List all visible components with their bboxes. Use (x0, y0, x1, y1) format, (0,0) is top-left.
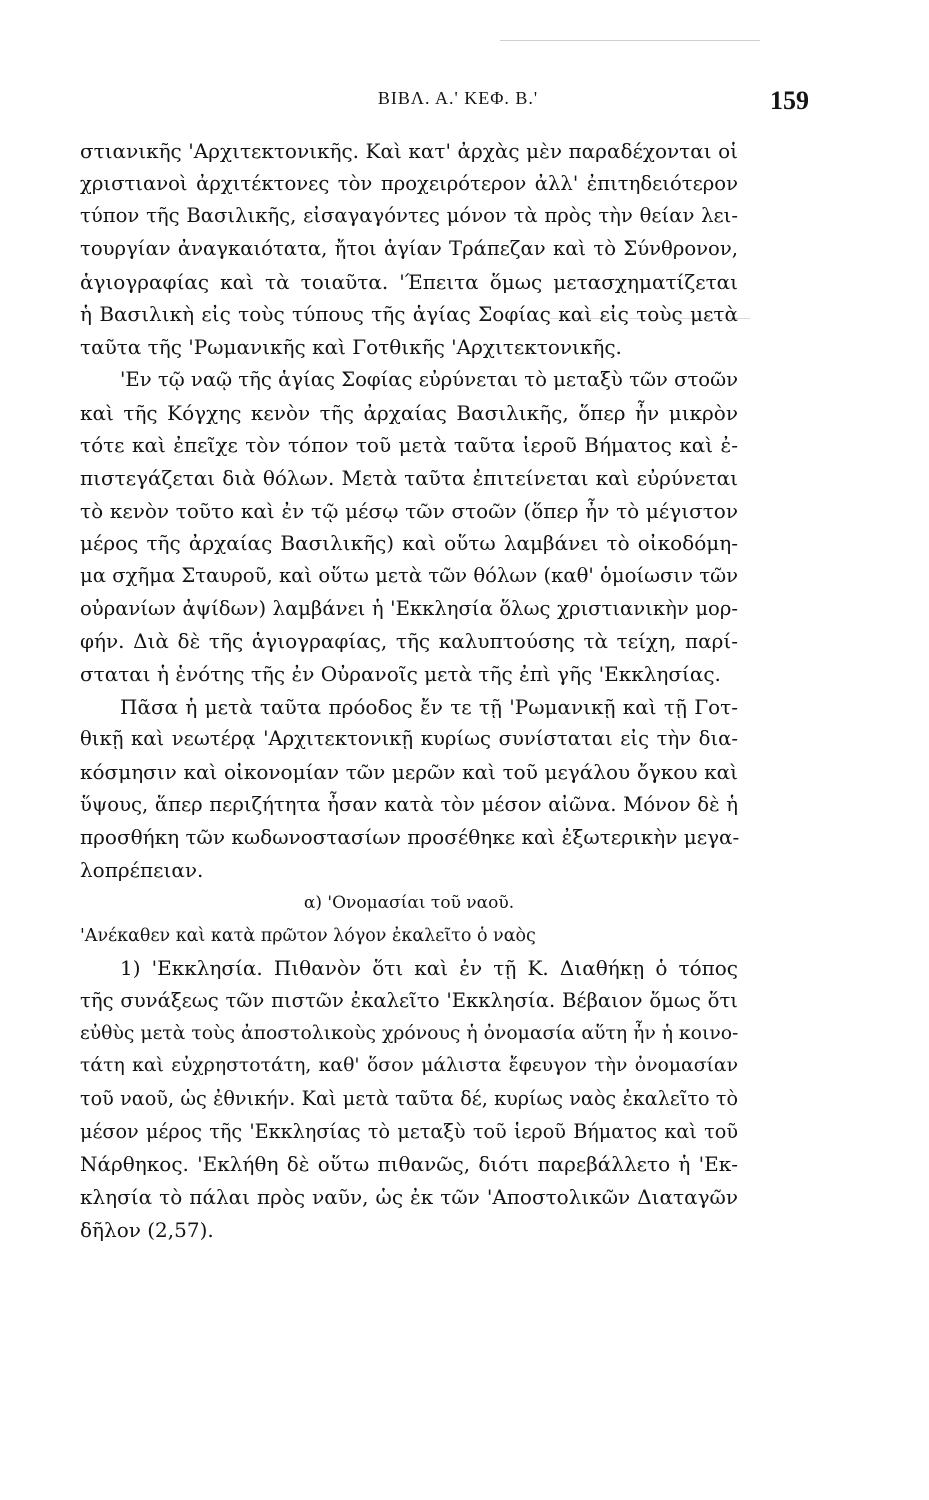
text-line: τῆς συνάξεως τῶν πιστῶν ἐκαλεῖτο 'Εκκλησία. Βέβαιον ὅμως ὅτι (80, 988, 738, 1012)
text-line: φήν. Διὰ δὲ τῆς ἁγιογραφίας, τῆς καλυπτούσης τὰ τείχη, παρί- (80, 629, 738, 654)
text-line: μέρος τῆς ἀρχαίας Βασιλικῆς) καὶ οὕτω λαμβάνει τὸ οἰκοδόμη- (80, 531, 738, 556)
text-line: Πᾶσα ἡ μετὰ ταῦτα πρόοδος ἔν τε τῇ 'Ρωμανικῇ καὶ τῇ Γοτ- (120, 694, 738, 719)
page-number: 159 (770, 86, 809, 115)
text-line: πιστεγάζεται διὰ θόλων. Μετὰ ταῦτα ἐπιτείνεται καὶ εὐρύνεται (80, 465, 738, 490)
text-line: ταῦτα τῆς 'Ρωμανικῆς καὶ Γοτθικῆς 'Αρχιτεκτονικῆς. (80, 335, 622, 360)
text-line: οὐρανίων ἀψίδων) λαμβάνει ἡ 'Εκκλησία ὅλως χριστιανικὴν μορ- (80, 596, 738, 620)
text-line: 'Εν τῷ ναῷ τῆς ἁγίας Σοφίας εὐρύνεται τὸ μεταξὺ τῶν στοῶν (120, 367, 738, 391)
text-line: τάτη καὶ εὐχρηστοτάτη, καθ' ὅσον μάλιστα ἔφευγον τὴν ὀνομασίαν (80, 1055, 738, 1077)
text-line: μέσον μέρος τῆς 'Εκκλησίας τὸ μεταξὺ τοῦ ἱεροῦ Βήματος καὶ τοῦ (80, 1119, 738, 1143)
text-line: προσθήκη τῶν κωδωνοστασίων προσέθηκε καὶ ἐξωτερικὴν μεγα- (80, 825, 740, 850)
section-heading: α) 'Ονομασίαι τοῦ ναοῦ. (303, 892, 515, 913)
text-line: τύπον τῆς Βασιλικῆς, εἰσαγαγόντες μόνον τὰ πρὸς τὴν θείαν λει- (80, 204, 738, 228)
text-line: τὸ κενὸν τοῦτο καὶ ἐν τῷ μέσῳ τῶν στοῶν (ὅπερ ἦν τὸ μέγιστον (80, 498, 738, 523)
text-line: κλησία τὸ πάλαι πρὸς ναῦν, ὡς ἐκ τῶν 'Αποστολικῶν Διαταγῶν (80, 1185, 738, 1209)
text-line: ὕψους, ἅπερ περιζήτητα ἦσαν κατὰ τὸν μέσον αἰῶνα. Μόνον δὲ ἡ (80, 792, 738, 816)
text-line: στιανικῆς 'Αρχιτεκτονικῆς. Καὶ κατ' ἀρχὰς μὲν παραδέχονται οἱ (80, 139, 738, 163)
text-line: χριστιανοὶ ἀρχιτέκτονες τὸν προχειρότερον ἀλλ' ἐπιτηδειότερον (80, 171, 738, 195)
body-text (80, 135, 738, 1246)
text-line: ἁγιογραφίας καὶ τὰ τοιαῦτα. 'Έπειτα ὅμως μετασχηματίζεται (80, 269, 738, 294)
text-line: λοπρέπειαν. (80, 858, 204, 883)
text-line: σταται ἡ ἑνότης τῆς ἐν Οὐρανοῖς μετὰ τῆς ἐπὶ γῆς 'Εκκλησίας. (80, 662, 721, 686)
text-line: καὶ τῆς Κόγχης κενὸν τῆς ἀρχαίας Βασιλικῆς, ὅπερ ἦν μικρὸν (80, 400, 738, 425)
text-line: ἡ Βασιλικὴ εἰς τοὺς τύπους τῆς ἁγίας Σοφίας καὶ εἰς τοὺς μετὰ (80, 302, 738, 327)
bleed-through-rule (500, 40, 760, 42)
running-header: ΒΙΒΛ. Α.' ΚΕΦ. Β.' (377, 88, 539, 108)
text-line: Νάρθηκος. 'Εκλήθη δὲ οὕτω πιθανῶς, διότι παρεβάλλετο ἡ 'Εκ- (80, 1152, 738, 1177)
text-line: κόσμησιν καὶ οἰκονομίαν τῶν μερῶν καὶ τοῦ μεγάλου ὄγκου καὶ (80, 760, 738, 785)
text-line: 1) 'Εκκλησία. Πιθανὸν ὅτι καὶ ἐν τῇ Κ. Διαθήκῃ ὁ τόπος (120, 956, 738, 981)
text-line: τότε καὶ ἐπεῖχε τὸν τόπον τοῦ μετὰ ταῦτα ἱεροῦ Βήματος καὶ ἐ- (80, 433, 738, 458)
text-line: δῆλον (2,57). (80, 1217, 214, 1242)
text-line: μα σχῆμα Σταυροῦ, καὶ οὕτω μετὰ τῶν θόλων (καθ' ὁμοίωσιν τῶν (80, 563, 738, 587)
text-line: θικῇ καὶ νεωτέρᾳ 'Αρχιτεκτονικῇ κυρίως συνίσταται εἰς τὴν δια- (80, 727, 738, 751)
text-line: εὐθὺς μετὰ τοὺς ἀποστολικοὺς χρόνους ἡ ὀνομασία αὕτη ἦν ἡ κοινο- (80, 1022, 739, 1044)
text-line: 'Ανέκαθεν καὶ κατὰ πρῶτον λόγον ἐκαλεῖτο ὁ ναὸς (80, 925, 536, 946)
text-line: τουργίαν ἀναγκαιότατα, ἤτοι ἁγίαν Τράπεζαν καὶ τὸ Σύνθρονον, (80, 237, 738, 261)
text-line: τοῦ ναοῦ, ὡς ἐθνικήν. Καὶ μετὰ ταῦτα δέ, κυρίως ναὸς ἐκαλεῖτο τὸ (80, 1086, 738, 1110)
